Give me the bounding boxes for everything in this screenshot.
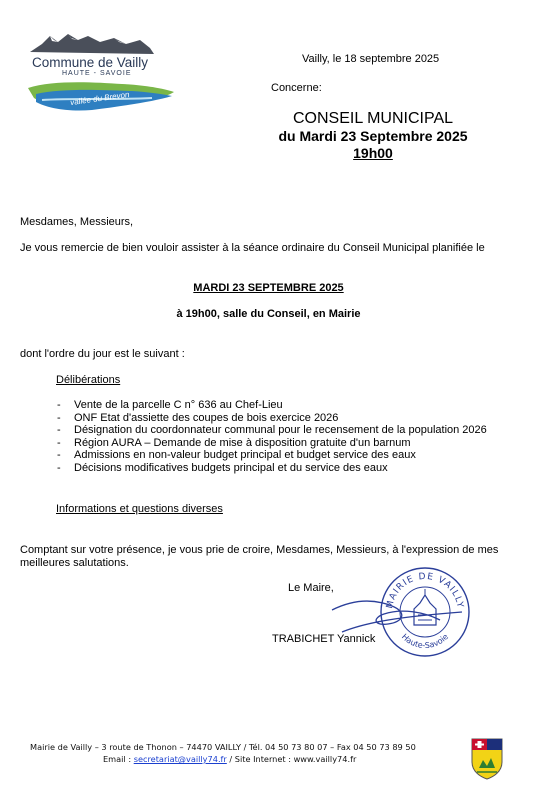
footer-contact [103, 754, 356, 765]
signature-name: TRABICHET Yannick [272, 633, 376, 645]
document-title: CONSEIL MUNICIPAL [292, 110, 454, 127]
stamp-top-text: MAIRIE DE VAILLY [385, 571, 465, 610]
deliberations-heading: Délibérations [56, 374, 121, 386]
mairie-stamp [378, 565, 472, 659]
list-item: - ONF Etat d'assiette des coupes de bois exercice 2026 [56, 412, 487, 425]
document-subtitle: du Mardi 23 Septembre 2025 [278, 128, 468, 144]
intro-text: Je vous remercie de bien vouloir assister à la séance ordinaire du Conseil Municipal planifiée le [20, 242, 485, 254]
footer-website: / Site Internet : www.vailly74.fr [226, 754, 357, 764]
signature-role: Le Maire, [288, 582, 334, 594]
agenda-intro: dont l'ordre du jour est le suivant : [20, 348, 185, 360]
meeting-date: MARDI 23 SEPTEMBRE 2025 [193, 282, 344, 294]
list-item: - Désignation du coordonnateur communal pour le recensement de la population 2026 [56, 424, 487, 437]
logo-subtitle: HAUTE - SAVOIE [62, 70, 132, 77]
footer-email-link[interactable]: secretariat@vailly74.fr [133, 754, 227, 764]
footer-email-label: Email : [103, 754, 134, 764]
stamp-bottom-text: Haute-Savoie [399, 632, 451, 651]
list-item: - Vente de la parcelle C n° 636 au Chef-Lieu [56, 399, 487, 412]
closing-line-1: Comptant sur votre présence, je vous prie de croire, Mesdames, Messieurs, à l'expression de mes [20, 544, 499, 556]
svg-text:Haute-Savoie [400, 632, 450, 650]
coat-of-arms-icon [471, 738, 503, 780]
header-block [240, 110, 506, 162]
concerne-label: Concerne: [271, 82, 322, 94]
logo-valley-text: vallée du Brevon [69, 89, 130, 108]
meeting-place: à 19h00, salle du Conseil, en Mairie [176, 308, 361, 320]
salutation: Mesdames, Messieurs, [20, 216, 134, 228]
footer-address: Mairie de Vailly – 3 route de Thonon – 74470 VAILLY / Tél. 04 50 73 80 07 – Fax 04 50 73 89 50 [30, 742, 416, 752]
logo-title: Commune de Vailly [32, 55, 149, 70]
info-heading: Informations et questions diverses [56, 503, 223, 515]
document-time: 19h00 [353, 145, 393, 161]
list-item: - Décisions modificatives budgets principal et du service des eaux [56, 462, 487, 475]
closing-line-2: meilleures salutations. [20, 557, 129, 569]
deliberations-list [56, 399, 487, 474]
list-item: - Admissions en non-valeur budget principal et budget service des eaux [56, 449, 487, 462]
place-date: Vailly, le 18 septembre 2025 [302, 53, 440, 65]
list-item: - Région AURA – Demande de mise à disposition gratuite d'un barnum [56, 437, 487, 450]
